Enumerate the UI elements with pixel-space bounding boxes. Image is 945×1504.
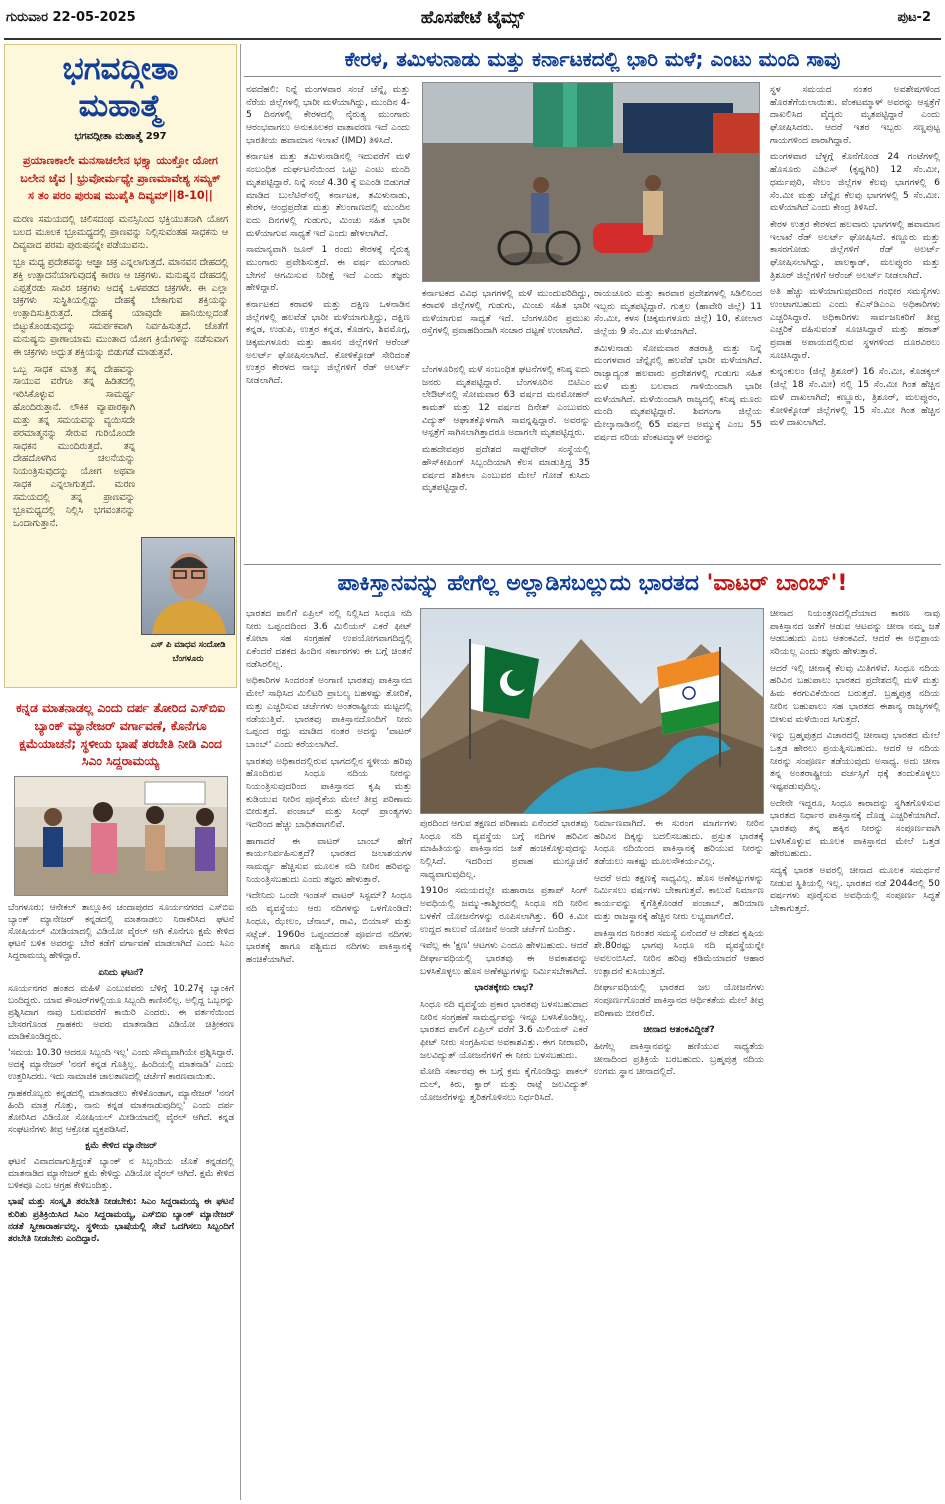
rain-col-1 <box>246 84 410 560</box>
rain-paragraph: ರಾಯಚೂರು ಮತ್ತು ಕಾರವಾರ ಪ್ರದೇಶಗಳಲ್ಲಿ ಸಿಡಿಲಿನಿಂದ ಇಬ್ಬರು ಮೃತಪಟ್ಟಿದ್ದಾರೆ. ಗುತ್ತಲ (ಹಾವೇರಿ ಜಿಲ್ಲೆ) 11 ಸೆಂ.ಮೀ, ಕಳಸ (ಚಿಕ್ಕಮಗಳೂರು ಜಿಲ್ಲೆ) 10, ಕೋಲಾರ ಜಿಲ್ಲೆಯ 9 ಸೆಂ.ಮೀ ಮಳೆಯಾಗಿದೆ. <box>594 288 762 338</box>
flooded-street-image <box>423 83 760 282</box>
water-subhead: ಚೀನಾದ ಆತಂಕವಿದ್ದೀತೆ? <box>643 1024 715 1036</box>
water-paragraph: ಚೀನಾದ ನಿಯಂತ್ರಣದಲ್ಲಿದೆಯಾದ ಕಾರಣ ನಾವು ಪಾಕಿಸ್ತಾನದ ಜತೆಗೆ ಆಡುವ ಆಟವನ್ನು ಚೀನಾ ನಮ್ಮ ಜತೆ ಆಡಬಹುದು ಎಂಬ ಆತಂಕವಿದೆ. ಆದರೆ ಈ ಅಭಿಪ್ರಾಯ ಸರಿಯಲ್ಲ ಎಂದು ತಜ್ಞರು ಹೇಳುತ್ತಾರೆ. <box>770 608 940 658</box>
gita-paragraph: ಒಬ್ಬ ಸಾಧಕ ಮಾತ್ರ ತನ್ನ ದೇಹವನ್ನು ಸಾಯುವ ವರೆಗೂ ತನ್ನ ಹಿಡಿತದಲ್ಲಿ ಇರಿಸಿಕೊಳ್ಳುವ ಸಾಮರ್ಥ್ಯ ಹೊಂದಿರುತ್ತಾನೆ. ಲೌಕಿಕ ವ್ಯಾಪಾರಕ್ಕಾಗಿ ಮತ್ತು ತನ್ನ ಸಮಯವನ್ನು ವ್ಯಯಿಸದೇ ಪರಮಾತ್ಮನನ್ನು ಸೇರುವ ಗುರಿಯೊಂದೇ ಸಾಧಕನ ಮುಂದಿರುತ್ತದೆ. ತನ್ನ ದೇಹದೊಳಗಿನ ಚಲನೆಯನ್ನು ನಿಯಂತ್ರಿಸುವುದನ್ನು ಯೋಗ ಅಥವಾ ಸಾಧಕ ಎನ್ನಲಾಗುತ್ತದೆ. ಮರಣ ಸಮಯದಲ್ಲಿ ತನ್ನ ಪ್ರಾಣವನ್ನು ಭ್ರೂಮಧ್ಯದಲ್ಲಿ ನಿಲ್ಲಿಸಿ ಭಗವಂತನನ್ನು ಒಂದಾಗುತ್ತಾನೆ. <box>13 363 135 529</box>
kannada-paragraph: ಭಾಷೆ ಮತ್ತು ಸಂಸ್ಕೃತಿ ತರಬೇತಿ ನೀಡಬೇಕು: ಸಿಎಂ ಸಿದ್ದರಾಮಯ್ಯ ಈ ಘಟನೆ ಕುರಿತು ಪ್ರತಿಕ್ರಿಯಿಸಿದ ಸಿಎಂ ಸಿದ್ದರಾಮಯ್ಯ, ಎಸ್‌ಬಿಐ ಬ್ಯಾಂಕ್ ಮ್ಯಾನೇಜರ್ ನಡತೆ ಸ್ವೀಕಾರಾರ್ಹವಲ್ಲ. ಸ್ಥಳೀಯ ಭಾಷೆಯಲ್ಲಿ ಸೇವೆ ಒದಗಿಸಲು ಸಿಬ್ಬಂದಿಗೆ ತರಬೇತಿ ನೀಡಬೇಕು ಎಂದಿದ್ದಾರೆ. <box>8 1197 234 1244</box>
water-paragraph: ಪಾಕಿಸ್ತಾನದ ನಿರಂತರ ಸಮಸ್ಯೆ ಏನೆಂದರೆ ಆ ದೇಶದ ಕೃಷಿಯ ಶೇ.80ರಷ್ಟು ಭಾಗವು ಸಿಂಧೂ ನದಿ ವ್ಯವಸ್ಥೆಯನ್ನೇ ಅವಲಂಬಿಸಿದೆ. ನೀರಿನ ಹರಿವು ಕಡಿಮೆಯಾದರೆ ಆಹಾರ ಉತ್ಪಾದನೆ ಕುಸಿಯುತ್ತದೆ. <box>594 927 764 977</box>
rain-paragraph: ಕುನ್ನಂಕುಲಂ (ಜಿಲ್ಲೆ ತ್ರಿಶೂರ್) 16 ಸೆಂ.ಮೀ, ಕೊಡಕ್ಕಲ್ (ಜಿಲ್ಲೆ 18 ಸೆಂ.ಮೀ) ನಲ್ಲಿ 15 ಸೆಂ.ಮೀ ಗಿಂತ ಹೆಚ್ಚಿನ ಮಳೆ ದಾಖಲಾಗಿದೆ; ಕಣ್ಣೂರು, ತ್ರಿಶೂರ್, ಮಲಪ್ಪುರಂ, ಕೋಳಿಕ್ಕೋಡ್ ಜಿಲ್ಲೆಗಳಲ್ಲಿ 15 ಸೆಂ.ಮೀ ಗಿಂತ ಹೆಚ್ಚಿನ ಮಳೆ ದಾಖಲಾಗಿದೆ. <box>770 366 940 429</box>
column-divider <box>240 44 241 1500</box>
water-paragraph: ಇವೆಲ್ಲ ಈ 'ಕ್ಷಣ' ಆಟಗಳು ಎಂದೂ ಹೇಳಬಹುದು. ಆದರೆ ದೀರ್ಘಾವಧಿಯಲ್ಲಿ ಭಾರತವು ಈ ಅವಕಾಶವನ್ನು ಬಳಸಿಕೊಳ್ಳಲು ಹೊಸ ಅಣೆಕಟ್ಟುಗಳನ್ನು ನಿರ್ಮಿಸಬೇಕಾಗಿದೆ. <box>420 940 588 977</box>
water-paragraph: ಸದ್ಯಕ್ಕೆ ಭಾರತ ಅವರಲ್ಲಿ ಚೀನಾದ ಮೂಲಕ ಸಮರ್ಥನೆ ನೀಡುವ ಸ್ಥಿತಿಯಲ್ಲಿ ಇಲ್ಲ. ಭಾರತದ ನಡೆ 2044ರಲ್ಲಿ 50 ವರ್ಷಗಳು ಪೂರೈಸುವ ಅವಧಿಯಲ್ಲಿ ಸಂಪೂರ್ಣ ಸಿದ್ಧತೆ ಬೇಕಾಗುತ್ತದೆ. <box>770 865 940 915</box>
kannada-paragraph: ಘಟನೆ ವಿವಾದವಾಗುತ್ತಿದ್ದಂತೆ ಬ್ಯಾಂಕ್ ನ ಸಿಬ್ಬಂದಿಯ ಜೊತೆ ಕನ್ನಡದಲ್ಲಿ ಮಾತನಾಡಿದ ಮ್ಯಾನೇಜರ್ ಕ್ಷಮೆ ಕೇಳಿದ್ದು ವಿಡಿಯೋ ವೈರಲ್ ಆಗಿದೆ. ಕ್ಷಮೆ ಕೇಳಿದ ಬಳಿಕವೂ ಎಂಬ ಆಗ್ರಹ ಕೇಳಿಬಂದಿತ್ತು. <box>8 1157 234 1192</box>
header-bar <box>0 0 945 40</box>
masthead: ಹೊಸಪೇಟೆ ಟೈಮ್ಸ್ <box>420 8 525 28</box>
water-paragraph: ದೀರ್ಘಾವಧಿಯಲ್ಲಿ ಭಾರತದ ಜಲ ಯೋಜನೆಗಳು ಸಂಪೂರ್ಣಗೊಂಡರೆ ಪಾಕಿಸ್ತಾನದ ಆರ್ಥಿಕತೆಯ ಮೇಲೆ ತೀವ್ರ ಪರಿಣಾಮ ಬೀರಲಿದೆ. <box>594 982 764 1019</box>
gita-box <box>4 44 237 688</box>
kannada-paragraph: ಬೆಂಗಳೂರು: ಆನೇಕಲ್ ತಾಲ್ಲೂಕಿನ ಚಂದಾಪುರದ ಸೂರ್ಯನಗರದ ಎಸ್‌ಬಿಐ ಬ್ಯಾಂಕ್ ಮ್ಯಾನೇಜರ್ ಕನ್ನಡದಲ್ಲಿ ಮಾತನಾಡಲು ನಿರಾಕರಿಸಿದ ಘಟನೆ ಸೋಷಿಯಲ್ ಮೀಡಿಯಾದಲ್ಲಿ ವಿಡಿಯೋ ವೈರಲ್ ಆಗಿ ಕೊನೆಗೂ ಕ್ಷಮೆ ಕೇಳಿದ ಘಟನೆ ಬಳಿಕ ಅವರನ್ನು ಬೇರೆ ಕಡೆಗೆ ವರ್ಗಾವಣೆ ಮಾಡಲಾಗಿದೆ ಎಂದು ಸಿಎಂ ಸಿದ್ದರಾಮಯ್ಯ ಹೇಳಿದ್ದಾರೆ. <box>8 903 234 962</box>
rain-rule <box>244 76 941 77</box>
rain-paragraph: ಕೇರಳ ಉತ್ತರ ಕೇರಳದ ಹಲವಾರು ಭಾಗಗಳಲ್ಲಿ ಹವಾಮಾನ ಇಲಾಖೆ ರೆಡ್ ಅಲರ್ಟ್ ಘೋಷಿಸಿದೆ. ಕಣ್ಣೂರು ಮತ್ತು ಕಾಸರಗೋಡು ಜಿಲ್ಲೆಗಳಿಗೆ ರೆಡ್ ಅಲರ್ಟ್ ಘೋಷಿಸಲಾಗಿದ್ದು, ಪಾಲಕ್ಕಾಡ್, ಮಲಪ್ಪುರಂ ಮತ್ತು ತ್ರಿಶೂರ್ ಜಿಲ್ಲೆಗಳಿಗೆ ಆರೆಂಜ್ ಅಲರ್ಟ್ ನೀಡಲಾಗಿದೆ. <box>770 218 940 281</box>
rain-col-3 <box>594 288 762 560</box>
kannada-photo <box>14 776 228 896</box>
gita-title-line2: ಮಹಾತ್ಮೆ <box>78 88 163 125</box>
water-paragraph: ಸಿಂಧೂ ನದಿ ವ್ಯವಸ್ಥೆಯ ಪ್ರಕಾರ ಭಾರತವು ಬಳಸಬಹುದಾದ ನೀರಿನ ಸಂಗ್ರಹಣೆ ಸಾಮರ್ಥ್ಯವನ್ನು ಇನ್ನೂ ಬಳಸಿಕೊಂಡಿಲ್ಲ. ಭಾರತದ ಪಾಲಿಗೆ ಏಪ್ರಿಲ್ ವರೆಗೆ 3.6 ಮಿಲಿಯನ್ ಎಕರೆ ಫೀಟ್ ನೀರು ಸಂಗ್ರಹಿಸುವ ಅವಕಾಶವಿತ್ತು. ಈಗ ನೀರಾವರಿ, ಜಲವಿದ್ಯುತ್ ಯೋಜನೆಗಳಿಗೆ ಈ ನೀರು ಬಳಸಬಹುದು. <box>420 998 588 1061</box>
rain-paragraph: ಸ್ಥಳ ಸಮಯದ ನಂತರ ಅವಶೇಷಗಳಿಂದ ಹೊರತೆಗೆಯಲಾಯಿತು. ವೆಂಕಟಮ್ಮಾಳ್ ಅವರನ್ನು ಆಸ್ಪತ್ರೆಗೆ ದಾಖಲಿಸಿದ ವೈದ್ಯರು ಮೃತಪಟ್ಟಿದ್ದಾರೆ ಎಂದು ಘೋಷಿಸಿದರು. ಆದರೆ ಇತರ ಇಬ್ಬರು ಸಣ್ಣಪುಟ್ಟ ಗಾಯಗಳಿಂದ ಪಾರಾಗಿದ್ದಾರೆ. <box>770 84 940 146</box>
water-paragraph: 1910ರ ಸಮಯದಲ್ಲೇ ಮಹಾರಾಜ ಪ್ರತಾಪ್ ಸಿಂಗ್ ಅವಧಿಯಲ್ಲಿ ಜಮ್ಮು-ಕಾಶ್ಮೀರದಲ್ಲಿ ಸಿಂಧೂ ನದಿ ನೀರಿನ ಬಳಕೆಗೆ ಯೋಜನೆಗಳನ್ನು ರೂಪಿಸಲಾಗಿತ್ತು. 60 ಕಿ.ಮೀ ಉದ್ದದ ಕಾಲುವೆ ಯೋಜನೆ ಅಂದೇ ಚರ್ಚೆಗೆ ಬಂದಿತ್ತು. <box>420 885 588 935</box>
rain-paragraph: ಬೆಂಗಳೂರಿನಲ್ಲಿ ಮಳೆ ಸಂಬಂಧಿತ ಘಟನೆಗಳಲ್ಲಿ ಕನಿಷ್ಠ ಐದು ಜನರು ಮೃತಪಟ್ಟಿದ್ದಾರೆ. ಬೆಂಗಳೂರಿನ ಬಿಟಿಎಂ ಲೇಔಟ್‌ನಲ್ಲಿ ಸೋಮವಾರ 63 ವರ್ಷದ ಮನಮೋಹನ್ ಕಾಮತ್ ಮತ್ತು 12 ವರ್ಷದ ದಿನೇಶ್ ಎಂಬುವರು ವಿದ್ಯುತ್ ಆಘಾತಕ್ಕೊಳಗಾಗಿ ಸಾವನ್ನಪ್ಪಿದ್ದಾರೆ. ಅವರನ್ನು ಆಸ್ಪತ್ರೆಗೆ ಸಾಗಿಸಲಾಗಿತ್ತಾದರೂ ಅದಾಗಲೇ ಮೃತಪಟ್ಟಿದ್ದರು. <box>422 364 590 439</box>
rain-paragraph: ತಮಿಳುನಾಡು ಸೋಮವಾರ ತಡರಾತ್ರಿ ಮತ್ತು ನಿನ್ನೆ ಮಂಗಳವಾರ ಚೆನ್ನೈನಲ್ಲಿ ಹಲವೆಡೆ ಭಾರೀ ಮಳೆಯಾಗಿದೆ. ರಾಜ್ಯಾದ್ಯಂತ ಹಲವಾರು ಪ್ರದೇಶಗಳಲ್ಲಿ ಗುಡುಗು ಸಹಿತ ಮಳೆ ಮತ್ತು ಬಲವಾದ ಗಾಳಿಯಿಂದಾಗಿ ಭಾರೀ ಮಳೆಯಾಗಿದೆ. ಮಳೆಯಿಂದಾಗಿ ರಾಜ್ಯದಲ್ಲಿ ಕನಿಷ್ಠ ಮೂರು ಮಂದಿ ಮೃತಪಟ್ಟಿದ್ದಾರೆ. ಶಿವಗಂಗಾ ಜಿಲ್ಲೆಯ ಮೇಲ್ಕಾನಾಡಿನಲ್ಲಿ 65 ವರ್ಷದ ಅಮ್ಮುಕ್ಕೆ ಎಂಬ 55 ವರ್ಷದ ನರಿಯ ವೆಂಕಟಮ್ಮಾಳ್ ಅವರನ್ನು <box>594 342 762 443</box>
kannada-subhead: ಕ್ಷಮೆ ಕೇಳಿದ ಮ್ಯಾನೇಜರ್ <box>85 1140 157 1151</box>
gita-paragraph: ಮರಣ ಸಮಯದಲ್ಲಿ ಚಲಿಸದಂಥ ಮನಸ್ಸಿನಿಂದ ಭಕ್ತಿಯುತನಾಗಿ ಯೋಗ ಬಲದ ಮೂಲಕ ಭ್ರೂಮಧ್ಯದಲ್ಲಿ ಪ್ರಾಣವನ್ನು ನಿಲ್ಲಿಸುವಂತಹ ಸಾಧಕನು ಆ ದಿವ್ಯವಾದ ಪರಮ ಪುರುಷನನ್ನೇ ಪಡೆಯುವನು. <box>13 214 228 252</box>
water-paragraph: ಆದರೆ ಅದು ತಕ್ಷಣಕ್ಕೆ ಸಾಧ್ಯವಿಲ್ಲ. ಹೊಸ ಅಣೆಕಟ್ಟುಗಳನ್ನು ನಿರ್ಮಿಸಲು ವರ್ಷಗಳು ಬೇಕಾಗುತ್ತವೆ. ಕಾಲುವೆ ನಿರ್ಮಾಣ ಕಾರ್ಯವನ್ನು ಕೈಗೆತ್ತಿಕೊಂಡರೆ ಪಂಜಾಬ್, ಹರಿಯಾಣ ಮತ್ತು ರಾಜಸ್ಥಾನಕ್ಕೆ ಹೆಚ್ಚಿನ ನೀರು ಲಭ್ಯವಾಗಲಿದೆ. <box>594 872 764 922</box>
gita-shloka: ಪ್ರಯಾಣಕಾಲೇ ಮನಸಾಚಲೇನ ಭಕ್ತ್ಯಾ ಯುಕ್ತೋ ಯೋಗ ಬಲೇನ ಚೈವ | ಭ್ರುವೋರ್ಮಧ್ಯೇ ಪ್ರಾಣಮಾವೇಶ್ಯ ಸಮ್ಯಕ್ ಸ ತಂ ಪರಂ ಪುರುಷ ಮುಪೈತಿ ದಿವ್ಯಮ್||8-10|| <box>20 154 221 203</box>
water-subhead: ಭಾರತಕ್ಕೇನು ಲಾಭ? <box>474 982 534 994</box>
water-col-1 <box>246 608 412 1500</box>
kannada-body <box>8 902 234 1500</box>
water-col-4 <box>770 608 940 1500</box>
water-paragraph: ಇದೇನಿದು ಒಂದೇ ಇಂಡಸ್ ವಾಟರ್ ಸಿಸ್ಟಮ್? ಸಿಂಧೂ ನದಿ ವ್ಯವಸ್ಥೆಯು ಆರು ನದಿಗಳನ್ನು ಒಳಗೊಂಡಿದೆ: ಸಿಂಧೂ, ಝೇಲಂ, ಚೆನಾಬ್, ರಾವಿ, ಬಿಯಾಸ್ ಮತ್ತು ಸಟ್ಲೆಜ್. 1960ರ ಒಪ್ಪಂದದಂತೆ ಪೂರ್ವದ ನದಿಗಳು ಭಾರತಕ್ಕೆ ಹಾಗೂ ಪಶ್ಚಿಮದ ನದಿಗಳು ಪಾಕಿಸ್ತಾನಕ್ಕೆ ಹಂಚಿಕೆಯಾಗಿವೆ. <box>246 890 412 965</box>
gita-subtitle: ಭಗವದ್ಗೀತಾ ಮಹಾತ್ಮೆ 297 <box>74 131 167 143</box>
water-paragraph: ಭಾರತದ ಪಾಲಿಗೆ ಏಪ್ರಿಲ್ ನಲ್ಲಿ ನಿಲ್ಲಿಸಿದ ಸಿಂಧೂ ನದಿ ನೀರು ಒಪ್ಪಂದದಿಂದ 3.6 ಮಿಲಿಯನ್ ಎಕರೆ ಫೀಟ್ ಕೋಟಾ ಸಹ ಸಂಗ್ರಹಣೆ ಉಪಯೋಗವಾಗದಿದ್ದಲ್ಲಿ ಏಕೆಂದರೆ ದಶಕದ ಹಿಂದಿನ ಸರ್ಕಾರಗಳು ಈ ಬಗ್ಗೆ ಚಿಂತನೆ ನಡೆಸಿರಲಿಲ್ಲ. <box>246 608 412 670</box>
rain-paragraph: ಸಾಮಾನ್ಯವಾಗಿ ಜೂನ್ 1 ರಂದು ಕೇರಳಕ್ಕೆ ನೈರುತ್ಯ ಮುಂಗಾರು ಪ್ರವೇಶಿಸುತ್ತದೆ. ಈ ವರ್ಷ ಮುಂಗಾರು ಬೇಗನೆ ಆಗಮಿಸುವ ನಿರೀಕ್ಷೆ ಇದೆ ಎಂದು ತಜ್ಞರು ಹೇಳಿದ್ದಾರೆ. <box>246 244 410 294</box>
rain-paragraph: ಅತಿ ಹೆಚ್ಚು ಮಳೆಯಾಗುವುದರಿಂದ ಗಂಭೀರ ಸಮಸ್ಯೆಗಳು ಉಂಟಾಗಬಹುದು ಎಂದು ಕೆಎಸ್‌ಡಿಎಂಎ ಅಧಿಕಾರಿಗಳು ಎಚ್ಚರಿಸಿದ್ದಾರೆ. ಅಧಿಕಾರಿಗಳು ಸಾರ್ವಜನಿಕರಿಗೆ ತೀವ್ರ ಎಚ್ಚರಿಕೆ ವಹಿಸುವಂತೆ ಸೂಚಿಸಿದ್ದಾರೆ ಮತ್ತು ಹಠಾತ್ ಪ್ರವಾಹ ಅಪಾಯದಲ್ಲಿರುವ ಸ್ಥಳಗಳಿಂದ ದೂರವಿರಲು ಸೂಚಿಸಿದ್ದಾರೆ. <box>770 286 940 361</box>
water-col-3 <box>594 818 764 1500</box>
author-place: ಬೆಂಗಳೂರು <box>172 653 204 663</box>
water-paragraph: ಭಾರತವು ಅಧಿಕಾರದಲ್ಲಿರುವ ಭಾಗದಲ್ಲಿನ ಸ್ಥಳೀಯ ಹರಿವು ಹೊಂದಿರುವ ಸಿಂಧೂ ನದಿಯ ನೀರನ್ನು ನಿಯಂತ್ರಿಸುವುದರಿಂದ ಪಾಕಿಸ್ತಾನದ ಕೃಷಿ ಮತ್ತು ಕುಡಿಯುವ ನೀರಿನ ಪೂರೈಕೆಯ ಮೇಲೆ ತೀವ್ರ ಪರಿಣಾಮ ಬೀರುತ್ತದೆ. ಪಂಜಾಬ್ ಮತ್ತು ಸಿಂಧ್ ಪ್ರಾಂತ್ಯಗಳು ಇದರಿಂದ ಹೆಚ್ಚು ಬಾಧಿತವಾಗಲಿವೆ. <box>246 755 412 830</box>
kannada-headline: ಕನ್ನಡ ಮಾತನಾಡಲ್ಲ ಎಂದು ದರ್ಪ ತೋರಿದ ಎಸ್‌ಬಿಐ ಬ್ಯಾಂಕ್ ಮ್ಯಾನೇಜರ್ ವರ್ಗಾವಣೆ, ಕೊನೆಗೂ ಕ್ಷಮೆಯಾಚನೆ; ಸ್ಥಳೀಯ ಭಾಷೆ ತರಬೇತಿ ನೀಡಿ ಎಂದ ಸಿಎಂ ಸಿದ್ದರಾಮಯ್ಯ <box>15 701 226 769</box>
water-headline <box>244 566 941 602</box>
rain-paragraph: ಮಂಗಳವಾರ ಬೆಳ್ಳಗ್ಗೆ ಕೊನೆಗೊಂಡ 24 ಗಂಟೆಗಳಲ್ಲಿ ಹೊಸೂರು ಎಡಿಎಸ್ (ಕೃಷ್ಣಗಿರಿ) 12 ಸೆಂ.ಮೀ, ಧರ್ಮಪುರಿ, ಸೇಲಂ ಜಿಲ್ಲೆಗಳ ಕೆಲವು ಭಾಗಗಳಲ್ಲಿ 6 ಸೆಂ.ಮೀ ಮತ್ತು ಚೆನ್ನೈನ ಕೆಲವು ಭಾಗಗಳಲ್ಲಿ 5 ಸೆಂ.ಮೀ. ಮಳೆಯಾಗಿದೆ ಎಂದು ಕೇಂದ್ರ ತಿಳಿಸಿದೆ. <box>770 151 940 214</box>
bank-office-image <box>15 777 228 896</box>
rain-col-2 <box>422 364 590 560</box>
gita-paragraph: ಭ್ರೂ ಮಧ್ಯ ಪ್ರದೇಶವನ್ನು ಆಜ್ಞಾ ಚಕ್ರ ಎನ್ನಲಾಗುತ್ತದೆ. ಮಾನವನ ದೇಹದಲ್ಲಿ ಶಕ್ತಿ ಉತ್ಪಾದನೆಯಾಗುವುದಕ್ಕೆ ಕಾರಣ ಆ ಚಕ್ರಗಳು. ಮನುಷ್ಯನ ದೇಹದಲ್ಲಿ ಎಪ್ಪತ್ತೆರಡು ಸಾವಿರ ಚಕ್ರಗಳು ಅದಕ್ಕೆ ಒಳಪಡದ ಚಕ್ರಗಳೇ. ಈ ಎಲ್ಲಾ ಚಕ್ರಗಳು ಸುಸ್ಥಿತಿಯಲ್ಲಿದ್ದು ದೇಹಕ್ಕೆ ಬೇಕಾಗುವ ಶಕ್ತಿಯನ್ನು ಉತ್ಪಾದಿಸುತ್ತಿರುತ್ತದೆ. ದೇಹಕ್ಕೆ ಯಾವುದೇ ಹಾನಿಯಿಲ್ಲದಂತೆ ಬಿಟ್ಟುಕೊಂಡುವುದನ್ನು ಸಮರ್ಪಕವಾಗಿ ನಿರ್ವಹಿಸುತ್ತದೆ. ಜೊತೆಗೆ ಮನುಷ್ಯನು ಪ್ರಾಣಾಯಾಮ ಮುಂತಾದ ಯೋಗ ಕ್ರಿಯೆಗಳನ್ನು ನಡೆಸುವಾಗ ಈ ಚಕ್ರಗಳು ಅದ್ಭುತ ಶಕ್ತಿಯನ್ನು ಬಿಡುಗಡೆ ಮಾಡುತ್ತವೆ. <box>13 256 228 358</box>
rain-headline: ಕೇರಳ, ತಮಿಳುನಾಡು ಮತ್ತು ಕರ್ನಾಟಕದಲ್ಲಿ ಭಾರಿ ಮಳೆ; ಎಂಟು ಮಂದಿ ಸಾವು <box>344 47 841 71</box>
water-headline-quote: 'ವಾಟರ್ ಬಾಂಬ್'! <box>706 571 848 596</box>
water-headline-main: ಪಾಕಿಸ್ತಾನವನ್ನು ಹೇಗೆಲ್ಲ ಅಲ್ಲಾಡಿಸಬಲ್ಲುದು ಭಾರತದ <box>337 571 707 596</box>
person-icon <box>142 538 235 635</box>
water-paragraph: ಇನ್ನು ಬ್ರಹ್ಮಪುತ್ರದ ವಿಚಾರದಲ್ಲಿ ಚೀನಾವು ಭಾರತದ ಮೇಲೆ ಒತ್ತಡ ಹೇರಲು ಪ್ರಯತ್ನಿಸಬಹುದು. ಆದರೆ ಆ ನದಿಯ ನೀರನ್ನು ಸಂಪೂರ್ಣ ತಡೆಯುವುದು ಅಸಾಧ್ಯ. ಅದು ಚೀನಾ ತನ್ನ ಅಂತರಾಷ್ಟ್ರೀಯ ವರ್ಚಸ್ಸಿಗೆ ಧಕ್ಕೆ ತಂದುಕೊಳ್ಳಲು ಇಷ್ಟಪಡುವುದಿಲ್ಲ. <box>770 730 940 792</box>
header-rule <box>4 38 941 40</box>
gita-title <box>5 51 236 125</box>
issue-date: ಗುರುವಾರ 22-05-2025 <box>6 10 136 25</box>
water-paragraph: ಆದರೆ ಇಲ್ಲಿ ಚೀನಾಕ್ಕೆ ಕೆಲವು ಮಿತಿಗಳಿವೆ. ಸಿಂಧೂ ನದಿಯ ಹರಿವಿನ ಬಹುಪಾಲು ಭಾರತದ ಪ್ರದೇಶದಲ್ಲಿ ಮಳೆ ಮತ್ತು ಹಿಮ ಕರಗುವಿಕೆಯಿಂದ ಬರುತ್ತದೆ. ಬ್ರಹ್ಮಪುತ್ರ ನದಿಯ ನೀರಿನ ಬಹುಪಾಲು ಸಹ ಭಾರತದ ಈಶಾನ್ಯ ರಾಜ್ಯಗಳಲ್ಲಿ ಬೀಳುವ ಮಳೆಯಿಂದ ಸಿಗುತ್ತದೆ. <box>770 662 940 725</box>
kannada-paragraph: 'ಸಮಯ 10.30 ಆದರೂ ಸಿಬ್ಬಂದಿ ಇಲ್ಲ' ಎಂದು ಸೌಮ್ಯವಾಗಿಯೇ ಪ್ರಶ್ನಿಸಿದ್ದಾರೆ. ಅದಕ್ಕೆ ಮ್ಯಾನೇಜರ್ 'ನನಗೆ ಕನ್ನಡ ಗೊತ್ತಿಲ್ಲ. ಹಿಂದಿಯಲ್ಲಿ ಮಾತನಾಡಿ' ಎಂದು ಉತ್ತರಿಸಿದರು. ಇದು ಸಾಮಾಜಿಕ ಜಾಲತಾಣದಲ್ಲಿ ಚರ್ಚೆಗೆ ಕಾರಣವಾಯಿತು. <box>8 1048 234 1083</box>
indus-river-flags-image <box>421 609 764 814</box>
gita-title-line1: ಭಗವದ್ಗೀತಾ <box>62 51 179 87</box>
rain-paragraph: ಮಹದೇವಪುರ ಪ್ರದೇಶದ ಸಾಫ್ಟ್‌ವೇರ್ ಸಂಸ್ಥೆಯಲ್ಲಿ ಹೌಸ್‌ಕೀಪಿಂಗ್ ಸಿಬ್ಬಂದಿಯಾಗಿ ಕೆಲಸ ಮಾಡುತ್ತಿದ್ದ 35 ವರ್ಷದ ಶಶಿಕಲಾ ಎಂಬುವರ ಮೇಲೆ ಗೋಡೆ ಕುಸಿದು ಮೃತಪಟ್ಟಿದ್ದಾರೆ. <box>422 444 590 494</box>
water-paragraph: ಪುರದಿಂದ ಆಗುವ ತಕ್ಷಣದ ಪರಿಣಾಮ ಏನೆಂದರೆ ಭಾರತವು ಸಿಂಧೂ ನದಿ ವ್ಯವಸ್ಥೆಯ ಬಗ್ಗೆ ನದಿಗಳ ಹರಿವಿನ ಮಾಹಿತಿಯನ್ನು ಪಾಕಿಸ್ತಾನದ ಜತೆ ಹಂಚಿಕೊಳ್ಳುವುದನ್ನು ನಿಲ್ಲಿಸಿದೆ. ಇದರಿಂದ ಪ್ರವಾಹ ಮುನ್ಸೂಚನೆ ಸಾಧ್ಯವಾಗುವುದಿಲ್ಲ. <box>420 818 588 880</box>
rain-caption: ಕರ್ನಾಟಕದ ವಿವಿಧ ಭಾಗಗಳಲ್ಲಿ ಮಳೆ ಮುಂದುವರಿದಿದ್ದು, ಕರಾವಳಿ ಜಿಲ್ಲೆಗಳಲ್ಲಿ ಗುಡುಗು, ಮಿಂಚು ಸಹಿತ ಭಾರೀ ಮಳೆಯಾಗುವ ಸಾಧ್ಯತೆ ಇದೆ. ಬೆಂಗಳೂರಿನ ಪ್ರಮುಖ ರಸ್ತೆಗಳಲ್ಲಿ ಪ್ರವಾಹದಿಂದಾಗಿ ಸಂಚಾರ ದಟ್ಟಣೆ ಉಂಟಾಗಿದೆ. <box>422 289 590 337</box>
rain-paragraph: ನವದೆಹಲಿ: ನಿನ್ನೆ ಮಂಗಳವಾರ ಸಂಜೆ ಚೆನ್ನೈ ಮತ್ತು ನೆರೆಯ ಜಿಲ್ಲೆಗಳಲ್ಲಿ ಭಾರೀ ಮಳೆಯಾಗಿದ್ದು, ಮುಂದಿನ 4-5 ದಿನಗಳಲ್ಲಿ ಕೇರಳದಲ್ಲಿ ನೈರುತ್ಯ ಮುಂಗಾರು ಆರಂಭವಾಗಲು ಅನುಕೂಲಕರ ವಾತಾವರಣ ಇದೆ ಎಂದು ಭಾರತೀಯ ಹವಾಮಾನ ಇಲಾಖೆ (IMD) ತಿಳಿಸಿದೆ. <box>246 84 410 146</box>
water-paragraph: ನಿರ್ಮಾಣವಾಗಿದೆ. ಈ ಸುರಂಗ ಮಾರ್ಗಗಳು ನೀರಿನ ಹರಿವಿನ ದಿಕ್ಕನ್ನು ಬದಲಿಸಬಹುದು. ಪ್ರಸ್ತುತ ಭಾರತಕ್ಕೆ ಸಿಂಧೂ ನದಿಯಿಂದ ಪಾಕಿಸ್ತಾನಕ್ಕೆ ಹರಿಯುವ ನೀರನ್ನು ತಡೆಯಲು ಸಾಕಷ್ಟು ಮೂಲಸೌಕರ್ಯವಿಲ್ಲ. <box>594 818 764 868</box>
kannada-paragraph: ಗ್ರಾಹಕರೊಬ್ಬರು ಕನ್ನಡದಲ್ಲಿ ಮಾತನಾಡಲು ಕೇಳಿಕೊಂಡಾಗ, ಮ್ಯಾನೇಜರ್ 'ನನಗೆ ಹಿಂದಿ ಮಾತ್ರ ಗೊತ್ತು, ನಾನು ಕನ್ನಡ ಮಾತನಾಡುವುದಿಲ್ಲ' ಎಂದು ದರ್ಪ ತೋರಿಸಿದ ವಿಡಿಯೋ ಸೋಷಿಯಲ್ ಮೀಡಿಯಾದಲ್ಲಿ ವೈರಲ್ ಆಗಿದೆ. ಕನ್ನಡ ಸಂಘಟನೆಗಳು ತೀವ್ರ ಆಕ್ರೋಶ ವ್ಯಕ್ತಪಡಿಸಿವೆ. <box>8 1088 234 1135</box>
page-number: ಪುಟ-2 <box>897 10 931 25</box>
rain-paragraph: ಕರ್ನಾಟಕ ಮತ್ತು ತಮಿಳುನಾಡಿನಲ್ಲಿ ಇದುವರೆಗೆ ಮಳೆ ಸಂಬಂಧಿತ ದುರ್ಘಟನೆಯಿಂದ ಒಟ್ಟು ಎಂಟು ಮಂದಿ ಮೃತಪಟ್ಟಿದ್ದಾರೆ. ನಿನ್ನೆ ಸಂಜೆ 4.30 ಕ್ಕೆ ಐಎಂಡಿ ಬಿಡುಗಡೆ ಮಾಡಿದ ಬುಲೆಟಿನ್‌ನಲ್ಲಿ ಕರ್ನಾಟಕ, ತಮಿಳುನಾಡು, ಕೇರಳ, ಆಂಧ್ರಪ್ರದೇಶ ಮತ್ತು ತೆಲಂಗಾಣದಲ್ಲಿ ಮುಂದಿನ ಐದು ದಿನಗಳಲ್ಲಿ ಗುಡುಗು, ಮಿಂಚು ಸಹಿತ ಭಾರೀ ಮಳೆಯಾಗುವ ಸಾಧ್ಯತೆ ಇದೆ ಎಂದು ಹೇಳಲಾಗಿದೆ. <box>246 151 410 239</box>
water-paragraph: ಅಧಿಕಾರಿಗಳ ಸಿಂದರಂತೆ ಅಂಗಾಣಿ ಭಾರತವು ಪಾಕಿಸ್ತಾನದ ಮೇಲೆ ಸಾಧಿಸಿದ ಮಿಲಿಟರಿ ಪ್ರಾಬಲ್ಯ ಬಹಳಷ್ಟು ತೋರಿಕೆ, ಮತ್ತು ಎಚ್ಚರಿಸುವ ಚರ್ಚೆಗಳು ಅಂತರಾಷ್ಟ್ರೀಯ ಮಟ್ಟದಲ್ಲಿ ನಡೆಯುತ್ತಿವೆ. ಭಾರತವು ಪಾಕಿಸ್ತಾನದೊಂದಿಗೆ ನೀರು ಒಪ್ಪಂದ ರದ್ದು ಮಾಡಿದ ನಂತರ ಅದನ್ನು 'ವಾಟರ್ ಬಾಂಬ್' ಎಂದು ಕರೆಯಲಾಗಿದೆ. <box>246 675 412 750</box>
kannada-paragraph: ಸೂರ್ಯನಗರ ಹಂತದ ಮಹಿಳೆ ಎಂಬುವವರು ಬೆಳಿಗ್ಗೆ 10.27ಕ್ಕೆ ಬ್ಯಾಂಕಿಗೆ ಬಂದಿದ್ದರು. ಯಾವ ಕೌಂಟರ್‌ಗಳಲ್ಲಿಯೂ ಸಿಬ್ಬಂದಿ ಕಾಣಿಸಲಿಲ್ಲ. ಅಲ್ಲಿದ್ದ ಒಬ್ಬರನ್ನು ಪ್ರಶ್ನಿಸಿದಾಗ ನಾವು ಬರುವವರೆಗೆ ಕಾಯಿರಿ ಎಂದರು. ಈ ವರ್ತನೆಯಿಂದ ಬೇಸರಗೊಂಡ ಗ್ರಾಹಕರು ಅವರು ಮಾತನಾಡಿದ ವಿಡಿಯೋ ಚಿತ್ರೀಕರಣ ಮಾಡಿಕೊಂಡಿದ್ದರು. <box>8 983 234 1043</box>
water-paragraph: ಮೋದಿ ಸರ್ಕಾರವು ಈ ಬಗ್ಗೆ ಕ್ರಮ ಕೈಗೊಂಡಿದ್ದು ಪಾಕಲ್ ದುಲ್, ಕಿರು, ಕ್ವಾರ್ ಮತ್ತು ರಾಟ್ಲೆ ಜಲವಿದ್ಯುತ್ ಯೋಜನೆಗಳನ್ನು ತ್ವರಿತಗೊಳಿಸಲು ನಿರ್ಧರಿಸಿದೆ. <box>420 1066 588 1103</box>
water-paragraph: ಅದೇನೇ ಇದ್ದರೂ, ಸಿಂಧೂ ಕಾರಾದನ್ನು ಸ್ಥಗಿತಗೊಳಿಸುವ ಭಾರತದ ನಿರ್ಧಾರ ಪಾಕಿಸ್ತಾನಕ್ಕೆ ದೊಡ್ಡ ಎಚ್ಚರಿಕೆಯಾಗಿದೆ. ಭಾರತವು ತನ್ನ ಹಕ್ಕಿನ ನೀರನ್ನು ಸಂಪೂರ್ಣವಾಗಿ ಬಳಸಿಕೊಳ್ಳುವ ಮೂಲಕ ಪಾಕಿಸ್ತಾನದ ಮೇಲೆ ಒತ್ತಡ ಹೇರಬಹುದು. <box>770 797 940 860</box>
water-paragraph: ಹೀಗೆಲ್ಲ ಪಾಕಿಸ್ತಾನವನ್ನು ಹಣಿಯುವ ಸಾಧ್ಯತೆಯ ಚೀನಾದಿಂದ ಪ್ರತಿಕ್ರಿಯೆ ಬರಬಹುದು. ಬ್ರಹ್ಮಪುತ್ರ ನದಿಯ ಉಗಮ ಸ್ಥಾನ ಚೀನಾದಲ್ಲಿದೆ. <box>594 1041 764 1078</box>
rain-paragraph: ಕರ್ನಾಟಕದ ಕರಾವಳಿ ಮತ್ತು ದಕ್ಷಿಣ ಒಳನಾಡಿನ ಜಿಲ್ಲೆಗಳಲ್ಲಿ ಹಲವೆಡೆ ಭಾರೀ ಮಳೆಯಾಗುತ್ತಿದ್ದು, ದಕ್ಷಿಣ ಕನ್ನಡ, ಉಡುಪಿ, ಉತ್ತರ ಕನ್ನಡ, ಕೊಡಗು, ಶಿವಮೊಗ್ಗ, ಚಿಕ್ಕಮಗಳೂರು ಮತ್ತು ಹಾಸನ ಜಿಲ್ಲೆಗಳಿಗೆ ಆರೆಂಜ್ ಅಲರ್ಟ್ ಘೋಷಿಸಲಾಗಿದೆ. ಕೋಳಿಕ್ಕೋಡ್ ಸೇರಿದಂತೆ ಉತ್ತರ ಕೇರಳದ ನಾಲ್ಕು ಜಿಲ್ಲೆಗಳಿಗೆ ರೆಡ್ ಅಲರ್ಟ್ ನೀಡಲಾಗಿದೆ. <box>246 299 410 387</box>
water-col-2 <box>420 818 588 1500</box>
water-paragraph: ಹಾಗಾದರೆ ಈ ವಾಟರ್ ಬಾಂಬ್ ಹೇಗೆ ಕಾರ್ಯನಿರ್ವಹಿಸುತ್ತದೆ? ಭಾರತದ ಜಲಾಶಯಗಳ ಸಾಮರ್ಥ್ಯ ಹೆಚ್ಚಿಸುವ ಮೂಲಕ ನದಿ ನೀರಿನ ಹರಿವನ್ನು ನಿಯಂತ್ರಿಸಬಹುದು ಎಂದು ತಜ್ಞರು ಹೇಳುತ್ತಾರೆ. <box>246 835 412 885</box>
rain-photo <box>422 82 760 282</box>
water-photo <box>420 608 764 814</box>
rain-col-4 <box>770 84 940 560</box>
section-rule <box>244 564 941 565</box>
author-name: ಎಸ್ ಪಿ ಮಾಧವ ಸಂದೋಡಿ <box>150 639 226 649</box>
kannada-subhead: ಏನಿದು ಘಟನೆ? <box>98 967 144 978</box>
author-photo <box>141 537 235 635</box>
